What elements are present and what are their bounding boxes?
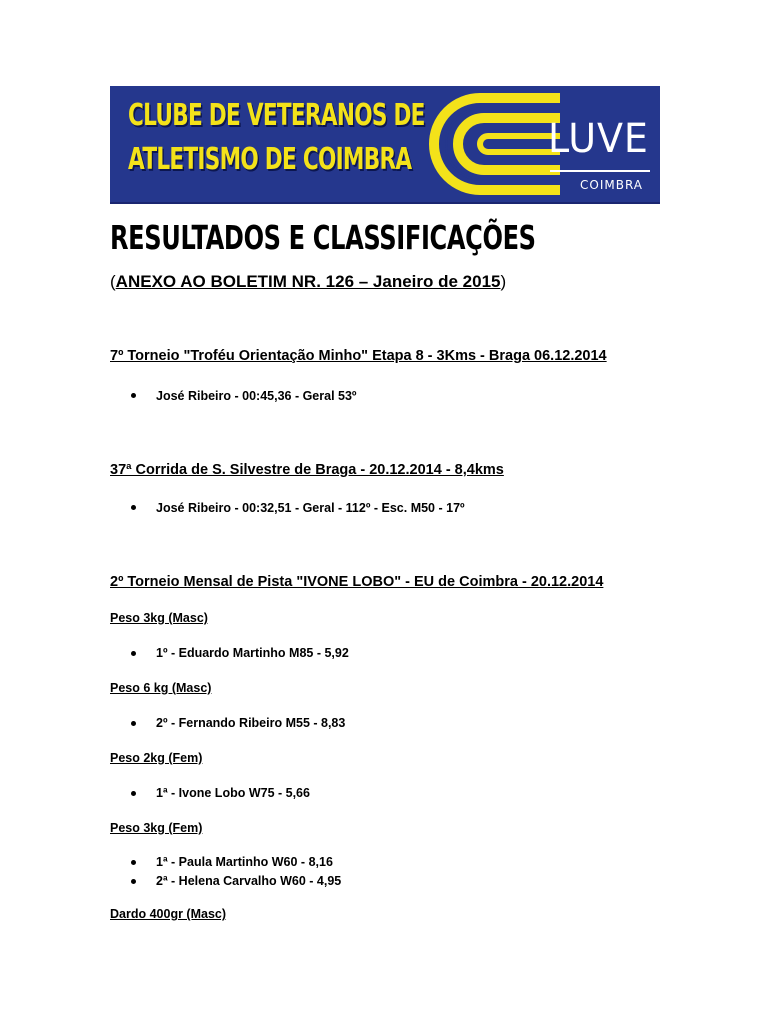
logo-rule [550, 170, 650, 172]
result-item: 1º - Eduardo Martinho M85 - 5,92 [156, 646, 349, 660]
subtitle-text: ANEXO AO BOLETIM NR. 126 – Janeiro de 2015 [115, 272, 501, 291]
result-item: 1ª - Paula Martinho W60 - 8,16 [156, 855, 333, 869]
bullet-icon [131, 860, 136, 865]
logo-subtext: COIMBRA [580, 178, 644, 192]
banner-line-2: ATLETISMO DE COIMBRA [128, 142, 412, 177]
event-heading: 7º Torneio "Troféu Orientação Minho" Etapa 8 - 3Kms - Braga 06.12.2014 [110, 348, 607, 364]
subtitle-close-paren: ) [500, 272, 507, 291]
result-item: 1ª - Ivone Lobo W75 - 5,66 [156, 786, 310, 800]
bulletin-subtitle [110, 272, 506, 292]
category-heading: Dardo 400gr (Masc) [110, 907, 227, 921]
logo-text: LUVE [548, 116, 649, 162]
bullet-icon [131, 721, 136, 726]
category-heading: Peso 3kg (Masc) [110, 611, 208, 625]
banner-line-1: CLUBE DE VETERANOS DE [128, 98, 425, 133]
club-banner [110, 86, 660, 204]
category-heading: Peso 2kg (Fem) [110, 751, 203, 765]
bullet-icon [131, 393, 136, 398]
result-item: 2ª - Helena Carvalho W60 - 4,95 [156, 874, 342, 888]
category-heading: Peso 3kg (Fem) [110, 821, 203, 835]
bullet-icon [131, 879, 136, 884]
subtitle-open-paren: ( [110, 272, 116, 291]
result-item: José Ribeiro - 00:32,51 - Geral - 112º - Esc. M50 - 17º [156, 501, 465, 515]
bullet-icon [131, 651, 136, 656]
bullet-icon [131, 791, 136, 796]
result-item: José Ribeiro - 00:45,36 - Geral 53º [156, 389, 357, 403]
track-logo-icon [410, 90, 560, 200]
page-title: RESULTADOS E CLASSIFICAÇÕES [110, 218, 536, 257]
event-heading: 2º Torneio Mensal de Pista "IVONE LOBO" - EU de Coimbra - 20.12.2014 [110, 574, 604, 590]
result-item: 2º - Fernando Ribeiro M55 - 8,83 [156, 716, 346, 730]
event-heading: 37ª Corrida de S. Silvestre de Braga - 20.12.2014 - 8,4kms [110, 462, 504, 478]
category-heading: Peso 6 kg (Masc) [110, 681, 212, 695]
bullet-icon [131, 505, 136, 510]
